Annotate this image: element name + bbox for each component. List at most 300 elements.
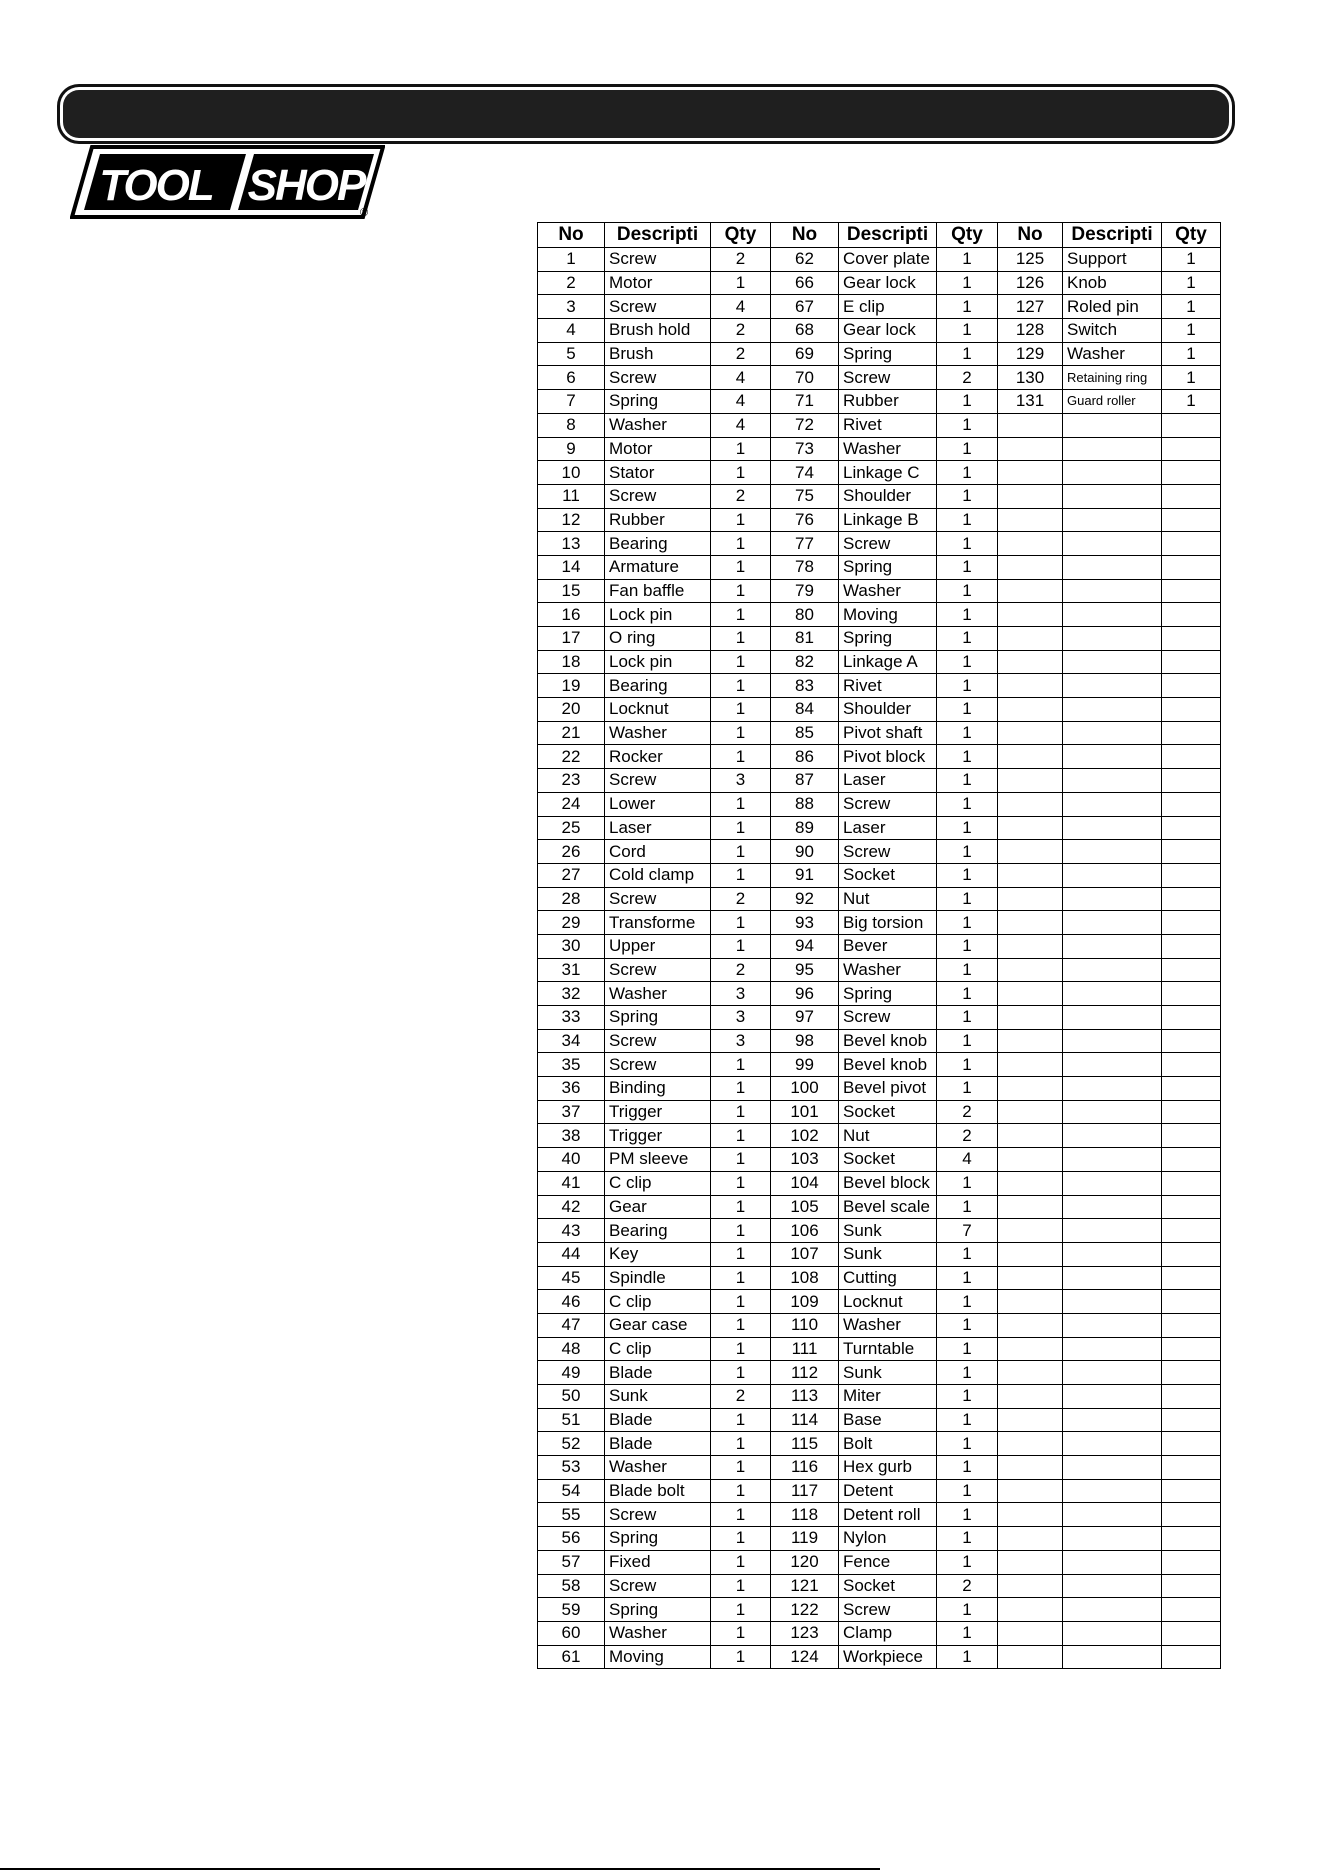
part-number-cell: 76 — [771, 508, 839, 532]
part-quantity-cell: 1 — [937, 1621, 998, 1645]
empty-cell — [1063, 579, 1162, 603]
empty-cell — [998, 1100, 1063, 1124]
part-number-cell: 125 — [998, 248, 1063, 272]
part-description-cell: Gear case — [605, 1313, 711, 1337]
column-header: Descripti — [839, 223, 937, 248]
table-row — [538, 1479, 1221, 1503]
empty-cell — [1162, 461, 1221, 485]
part-quantity-cell: 1 — [711, 674, 771, 698]
part-number-cell: 57 — [538, 1550, 605, 1574]
part-number-cell: 49 — [538, 1361, 605, 1385]
part-quantity-cell: 1 — [937, 1645, 998, 1669]
part-number-cell: 110 — [771, 1313, 839, 1337]
part-description-cell: Gear lock — [839, 319, 937, 343]
empty-cell — [1063, 721, 1162, 745]
part-quantity-cell: 2 — [711, 958, 771, 982]
part-number-cell: 34 — [538, 1029, 605, 1053]
part-number-cell: 3 — [538, 295, 605, 319]
column-header: No — [771, 223, 839, 248]
part-description-cell: Sunk — [839, 1219, 937, 1243]
table-row — [538, 1361, 1221, 1385]
part-quantity-cell: 1 — [937, 769, 998, 793]
part-quantity-cell: 2 — [711, 1385, 771, 1409]
part-description-cell: Moving — [605, 1645, 711, 1669]
table-row — [538, 413, 1221, 437]
part-description-cell: Motor — [605, 271, 711, 295]
part-number-cell: 80 — [771, 603, 839, 627]
part-description-cell: Socket — [839, 1574, 937, 1598]
part-description-cell: Screw — [605, 1029, 711, 1053]
part-number-cell: 89 — [771, 816, 839, 840]
part-quantity-cell: 1 — [937, 579, 998, 603]
part-quantity-cell: 1 — [711, 1195, 771, 1219]
empty-cell — [1162, 1148, 1221, 1172]
part-number-cell: 82 — [771, 650, 839, 674]
empty-cell — [1162, 1100, 1221, 1124]
part-quantity-cell: 1 — [711, 532, 771, 556]
empty-cell — [998, 1456, 1063, 1480]
part-quantity-cell: 1 — [711, 840, 771, 864]
empty-cell — [1063, 1053, 1162, 1077]
part-number-cell: 71 — [771, 390, 839, 414]
part-description-cell: Base — [839, 1408, 937, 1432]
part-number-cell: 99 — [771, 1053, 839, 1077]
part-description-cell: Blade — [605, 1361, 711, 1385]
part-quantity-cell: 2 — [711, 319, 771, 343]
part-number-cell: 112 — [771, 1361, 839, 1385]
empty-cell — [998, 484, 1063, 508]
empty-cell — [1063, 1100, 1162, 1124]
part-quantity-cell: 1 — [711, 1171, 771, 1195]
empty-cell — [1162, 1195, 1221, 1219]
part-number-cell: 17 — [538, 627, 605, 651]
empty-cell — [1162, 1574, 1221, 1598]
table-row — [538, 461, 1221, 485]
part-number-cell: 2 — [538, 271, 605, 295]
empty-cell — [998, 555, 1063, 579]
empty-cell — [998, 1550, 1063, 1574]
part-description-cell: Shoulder — [839, 698, 937, 722]
empty-cell — [998, 1385, 1063, 1409]
part-number-cell: 115 — [771, 1432, 839, 1456]
part-quantity-cell: 1 — [711, 698, 771, 722]
table-row — [538, 1503, 1221, 1527]
empty-cell — [998, 1361, 1063, 1385]
empty-cell — [998, 792, 1063, 816]
part-description-cell: Brush — [605, 342, 711, 366]
part-number-cell: 47 — [538, 1313, 605, 1337]
part-quantity-cell: 2 — [711, 887, 771, 911]
part-quantity-cell: 2 — [937, 1100, 998, 1124]
part-quantity-cell: 1 — [937, 1242, 998, 1266]
part-number-cell: 94 — [771, 934, 839, 958]
empty-cell — [1162, 1337, 1221, 1361]
part-quantity-cell: 1 — [711, 1621, 771, 1645]
part-description-cell: Trigger — [605, 1100, 711, 1124]
part-quantity-cell: 4 — [937, 1148, 998, 1172]
part-quantity-cell: 1 — [937, 603, 998, 627]
empty-cell — [1063, 1219, 1162, 1243]
part-quantity-cell: 1 — [711, 816, 771, 840]
part-description-cell: Screw — [605, 887, 711, 911]
empty-cell — [1162, 816, 1221, 840]
part-description-cell: Workpiece — [839, 1645, 937, 1669]
part-number-cell: 21 — [538, 721, 605, 745]
empty-cell — [1162, 1432, 1221, 1456]
part-description-cell: Screw — [605, 1574, 711, 1598]
part-description-cell: Screw — [605, 769, 711, 793]
table-row — [538, 698, 1221, 722]
part-description-cell: Upper — [605, 934, 711, 958]
part-description-cell: Detent — [839, 1479, 937, 1503]
column-header: Qty — [937, 223, 998, 248]
part-quantity-cell: 1 — [711, 461, 771, 485]
part-description-cell: Bevel pivot — [839, 1077, 937, 1101]
part-description-cell: Clamp — [839, 1621, 937, 1645]
part-quantity-cell: 1 — [711, 437, 771, 461]
part-number-cell: 120 — [771, 1550, 839, 1574]
empty-cell — [1063, 1148, 1162, 1172]
part-description-cell: O ring — [605, 627, 711, 651]
part-number-cell: 75 — [771, 484, 839, 508]
part-quantity-cell: 1 — [711, 555, 771, 579]
part-number-cell: 28 — [538, 887, 605, 911]
empty-cell — [1063, 1621, 1162, 1645]
part-number-cell: 95 — [771, 958, 839, 982]
part-quantity-cell: 1 — [711, 863, 771, 887]
part-description-cell: Trigger — [605, 1124, 711, 1148]
part-description-cell: Spring — [605, 1527, 711, 1551]
empty-cell — [998, 1077, 1063, 1101]
table-row — [538, 437, 1221, 461]
part-quantity-cell: 1 — [937, 295, 998, 319]
empty-cell — [998, 1290, 1063, 1314]
empty-cell — [998, 1266, 1063, 1290]
part-quantity-cell: 1 — [711, 1266, 771, 1290]
part-description-cell: Miter — [839, 1385, 937, 1409]
table-row — [538, 579, 1221, 603]
empty-cell — [1063, 769, 1162, 793]
part-quantity-cell: 1 — [937, 1006, 998, 1030]
part-description-cell: Sunk — [839, 1242, 937, 1266]
empty-cell — [1063, 1290, 1162, 1314]
empty-cell — [998, 579, 1063, 603]
part-number-cell: 66 — [771, 271, 839, 295]
empty-cell — [1162, 863, 1221, 887]
part-number-cell: 24 — [538, 792, 605, 816]
part-number-cell: 91 — [771, 863, 839, 887]
part-number-cell: 13 — [538, 532, 605, 556]
part-quantity-cell: 1 — [937, 1479, 998, 1503]
part-number-cell: 4 — [538, 319, 605, 343]
part-number-cell: 116 — [771, 1456, 839, 1480]
part-quantity-cell: 1 — [711, 603, 771, 627]
part-number-cell: 121 — [771, 1574, 839, 1598]
part-quantity-cell: 1 — [937, 437, 998, 461]
part-number-cell: 96 — [771, 982, 839, 1006]
empty-cell — [1063, 1242, 1162, 1266]
empty-cell — [1063, 1195, 1162, 1219]
part-number-cell: 62 — [771, 248, 839, 272]
part-description-cell: Bearing — [605, 674, 711, 698]
part-number-cell: 84 — [771, 698, 839, 722]
part-number-cell: 36 — [538, 1077, 605, 1101]
part-number-cell: 90 — [771, 840, 839, 864]
table-row — [538, 816, 1221, 840]
part-number-cell: 108 — [771, 1266, 839, 1290]
table-row — [538, 1456, 1221, 1480]
empty-cell — [1063, 1503, 1162, 1527]
part-quantity-cell: 1 — [711, 650, 771, 674]
part-number-cell: 70 — [771, 366, 839, 390]
part-description-cell: Rubber — [839, 390, 937, 414]
part-description-cell: Guard roller — [1063, 390, 1162, 414]
part-description-cell: Nylon — [839, 1527, 937, 1551]
part-number-cell: 48 — [538, 1337, 605, 1361]
part-quantity-cell: 3 — [711, 769, 771, 793]
part-description-cell: Spring — [605, 390, 711, 414]
part-quantity-cell: 1 — [937, 342, 998, 366]
empty-cell — [1063, 840, 1162, 864]
part-number-cell: 98 — [771, 1029, 839, 1053]
part-quantity-cell: 1 — [937, 745, 998, 769]
table-header-row — [538, 223, 1221, 248]
empty-cell — [1162, 1479, 1221, 1503]
part-quantity-cell: 1 — [937, 1029, 998, 1053]
part-quantity-cell: 1 — [937, 1385, 998, 1409]
part-quantity-cell: 1 — [937, 1053, 998, 1077]
part-description-cell: Lock pin — [605, 650, 711, 674]
part-number-cell: 92 — [771, 887, 839, 911]
part-number-cell: 87 — [771, 769, 839, 793]
empty-cell — [1063, 1006, 1162, 1030]
part-number-cell: 103 — [771, 1148, 839, 1172]
part-number-cell: 26 — [538, 840, 605, 864]
empty-cell — [1063, 745, 1162, 769]
empty-cell — [998, 1432, 1063, 1456]
part-quantity-cell: 1 — [711, 1219, 771, 1243]
part-number-cell: 101 — [771, 1100, 839, 1124]
part-number-cell: 58 — [538, 1574, 605, 1598]
part-quantity-cell: 1 — [711, 1503, 771, 1527]
empty-cell — [998, 532, 1063, 556]
part-number-cell: 22 — [538, 745, 605, 769]
part-description-cell: Washer — [839, 437, 937, 461]
empty-cell — [1162, 1266, 1221, 1290]
empty-cell — [1162, 484, 1221, 508]
empty-cell — [1063, 1077, 1162, 1101]
empty-cell — [998, 1503, 1063, 1527]
table-row — [538, 911, 1221, 935]
part-description-cell: C clip — [605, 1171, 711, 1195]
table-row — [538, 1077, 1221, 1101]
empty-cell — [998, 1479, 1063, 1503]
empty-cell — [1162, 982, 1221, 1006]
part-description-cell: Washer — [605, 982, 711, 1006]
part-number-cell: 14 — [538, 555, 605, 579]
table-row — [538, 1266, 1221, 1290]
empty-cell — [1063, 1313, 1162, 1337]
part-description-cell: Rivet — [839, 413, 937, 437]
empty-cell — [1162, 840, 1221, 864]
table-row — [538, 745, 1221, 769]
empty-cell — [1063, 934, 1162, 958]
table-row — [538, 1219, 1221, 1243]
empty-cell — [1063, 911, 1162, 935]
table-row — [538, 555, 1221, 579]
part-quantity-cell: 1 — [1162, 390, 1221, 414]
part-description-cell: Fan baffle — [605, 579, 711, 603]
part-quantity-cell: 1 — [711, 1598, 771, 1622]
table-row — [538, 958, 1221, 982]
table-row — [538, 390, 1221, 414]
table-row — [538, 532, 1221, 556]
part-description-cell: Laser — [605, 816, 711, 840]
part-quantity-cell: 1 — [937, 721, 998, 745]
part-number-cell: 126 — [998, 271, 1063, 295]
part-quantity-cell: 1 — [711, 1432, 771, 1456]
part-description-cell: Screw — [839, 366, 937, 390]
part-quantity-cell: 1 — [937, 1456, 998, 1480]
empty-cell — [1063, 1645, 1162, 1669]
part-quantity-cell: 1 — [937, 1503, 998, 1527]
part-quantity-cell: 1 — [711, 1290, 771, 1314]
part-description-cell: Screw — [605, 366, 711, 390]
part-quantity-cell: 1 — [711, 1361, 771, 1385]
part-number-cell: 77 — [771, 532, 839, 556]
empty-cell — [1162, 1053, 1221, 1077]
part-number-cell: 9 — [538, 437, 605, 461]
part-description-cell: Switch — [1063, 319, 1162, 343]
part-number-cell: 123 — [771, 1621, 839, 1645]
part-description-cell: Bevel knob — [839, 1029, 937, 1053]
part-quantity-cell: 4 — [711, 366, 771, 390]
part-quantity-cell: 1 — [711, 271, 771, 295]
empty-cell — [1063, 816, 1162, 840]
part-number-cell: 122 — [771, 1598, 839, 1622]
column-header: Descripti — [1063, 223, 1162, 248]
table-row — [538, 603, 1221, 627]
table-row — [538, 1124, 1221, 1148]
part-number-cell: 7 — [538, 390, 605, 414]
part-description-cell: Spring — [839, 627, 937, 651]
part-quantity-cell: 1 — [937, 508, 998, 532]
part-number-cell: 23 — [538, 769, 605, 793]
part-quantity-cell: 1 — [937, 698, 998, 722]
empty-cell — [1162, 1029, 1221, 1053]
empty-cell — [998, 911, 1063, 935]
part-number-cell: 6 — [538, 366, 605, 390]
part-number-cell: 60 — [538, 1621, 605, 1645]
part-number-cell: 129 — [998, 342, 1063, 366]
part-number-cell: 119 — [771, 1527, 839, 1551]
part-number-cell: 79 — [771, 579, 839, 603]
part-number-cell: 1 — [538, 248, 605, 272]
empty-cell — [1063, 1385, 1162, 1409]
part-number-cell: 61 — [538, 1645, 605, 1669]
part-description-cell: Moving — [839, 603, 937, 627]
part-description-cell: Transforme — [605, 911, 711, 935]
part-description-cell: Blade bolt — [605, 1479, 711, 1503]
part-quantity-cell: 1 — [711, 1408, 771, 1432]
table-row — [538, 271, 1221, 295]
empty-cell — [1063, 1527, 1162, 1551]
part-number-cell: 107 — [771, 1242, 839, 1266]
part-number-cell: 5 — [538, 342, 605, 366]
part-number-cell: 11 — [538, 484, 605, 508]
part-number-cell: 10 — [538, 461, 605, 485]
part-description-cell: Locknut — [839, 1290, 937, 1314]
part-description-cell: Cold clamp — [605, 863, 711, 887]
empty-cell — [1063, 461, 1162, 485]
part-number-cell: 37 — [538, 1100, 605, 1124]
svg-text:SHOP: SHOP — [247, 161, 365, 210]
part-quantity-cell: 1 — [711, 1242, 771, 1266]
empty-cell — [1063, 698, 1162, 722]
part-description-cell: Spring — [605, 1006, 711, 1030]
part-number-cell: 32 — [538, 982, 605, 1006]
empty-cell — [998, 461, 1063, 485]
empty-cell — [1162, 508, 1221, 532]
part-quantity-cell: 1 — [937, 1266, 998, 1290]
part-number-cell: 38 — [538, 1124, 605, 1148]
part-quantity-cell: 1 — [937, 461, 998, 485]
empty-cell — [998, 1598, 1063, 1622]
part-number-cell: 42 — [538, 1195, 605, 1219]
part-number-cell: 54 — [538, 1479, 605, 1503]
empty-cell — [1063, 982, 1162, 1006]
empty-cell — [1162, 792, 1221, 816]
empty-cell — [1162, 1242, 1221, 1266]
part-description-cell: Turntable — [839, 1337, 937, 1361]
part-quantity-cell: 1 — [937, 1313, 998, 1337]
table-row — [538, 1385, 1221, 1409]
empty-cell — [998, 1337, 1063, 1361]
part-quantity-cell: 1 — [1162, 295, 1221, 319]
empty-cell — [1162, 555, 1221, 579]
part-description-cell: Washer — [605, 1621, 711, 1645]
part-number-cell: 127 — [998, 295, 1063, 319]
part-description-cell: Cord — [605, 840, 711, 864]
part-quantity-cell: 1 — [937, 1361, 998, 1385]
part-description-cell: Shoulder — [839, 484, 937, 508]
part-quantity-cell: 2 — [937, 1574, 998, 1598]
part-quantity-cell: 3 — [711, 982, 771, 1006]
empty-cell — [998, 1006, 1063, 1030]
empty-cell — [998, 840, 1063, 864]
part-description-cell: Rocker — [605, 745, 711, 769]
table-row — [538, 982, 1221, 1006]
empty-cell — [1063, 863, 1162, 887]
empty-cell — [998, 1124, 1063, 1148]
part-number-cell: 55 — [538, 1503, 605, 1527]
empty-cell — [1063, 508, 1162, 532]
part-description-cell: Fixed — [605, 1550, 711, 1574]
table-row — [538, 295, 1221, 319]
table-row — [538, 1313, 1221, 1337]
part-quantity-cell: 4 — [711, 295, 771, 319]
part-quantity-cell: 1 — [937, 319, 998, 343]
empty-cell — [998, 413, 1063, 437]
part-quantity-cell: 1 — [937, 1195, 998, 1219]
part-description-cell: Blade — [605, 1408, 711, 1432]
part-number-cell: 41 — [538, 1171, 605, 1195]
part-description-cell: Bevel block — [839, 1171, 937, 1195]
table-row — [538, 1621, 1221, 1645]
empty-cell — [998, 1621, 1063, 1645]
part-number-cell: 15 — [538, 579, 605, 603]
part-quantity-cell: 1 — [937, 958, 998, 982]
